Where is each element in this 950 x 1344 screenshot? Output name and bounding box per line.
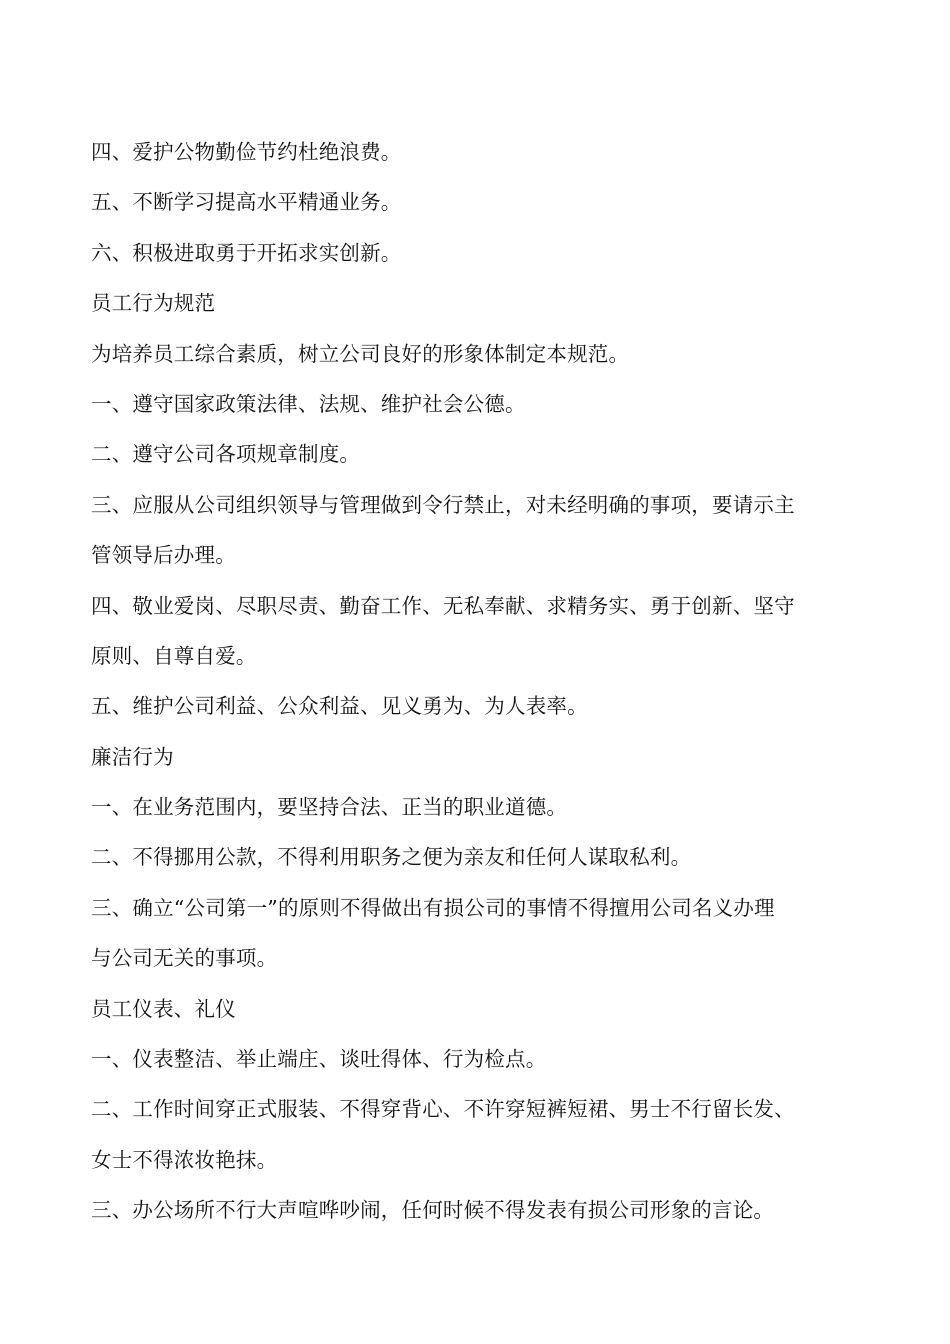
etiquette-item-2-line-1: 二、工作时间穿正式服装、不得穿背心、不许穿短裤短裙、男士不行留长发、 <box>91 1097 795 1122</box>
section-heading-conduct: 员工行为规范 <box>91 291 216 316</box>
integrity-item-1: 一、在业务范围内，要坚持合法、正当的职业道德。 <box>91 795 568 820</box>
item-6-innovation: 六、积极进取勇于开拓求实创新。 <box>91 240 402 265</box>
integrity-item-3-line-1: 三、确立“公司第一”的原则不得做出有损公司的事情不得擅用公司名义办理 <box>91 895 775 920</box>
conduct-item-5: 五、维护公司利益、公众利益、见义勇为、为人表率。 <box>91 694 588 719</box>
etiquette-item-2-line-2: 女士不得浓妆艳抹。 <box>91 1147 278 1172</box>
etiquette-item-1: 一、仪表整洁、举止端庄、谈吐得体、行为检点。 <box>91 1047 547 1072</box>
conduct-item-2: 二、遵守公司各项规章制度。 <box>91 442 361 467</box>
integrity-item-3-line-2: 与公司无关的事项。 <box>91 946 278 971</box>
conduct-item-1: 一、遵守国家政策法律、法规、维护社会公德。 <box>91 391 526 416</box>
section-heading-etiquette: 员工仪表、礼仪 <box>91 996 236 1021</box>
item-4-care-property: 四、爱护公物勤俭节约杜绝浪费。 <box>91 140 402 164</box>
section-heading-integrity: 廉洁行为 <box>91 744 174 769</box>
conduct-item-3-line-2: 管领导后办理。 <box>91 543 236 568</box>
conduct-item-3-line-1: 三、应服从公司组织领导与管理做到令行禁止，对未经明确的事项，要请示主 <box>91 492 795 517</box>
conduct-intro: 为培养员工综合素质，树立公司良好的形象体制定本规范。 <box>91 341 630 366</box>
conduct-item-4-line-2: 原则、自尊自爱。 <box>91 643 257 668</box>
integrity-item-2: 二、不得挪用公款，不得利用职务之便为亲友和任何人谋取私利。 <box>91 845 692 870</box>
document-page <box>91 127 861 1236</box>
item-5-continuous-learning: 五、不断学习提高水平精通业务。 <box>91 190 402 215</box>
conduct-item-4-line-1: 四、敬业爱岗、尽职尽责、勤奋工作、无私奉献、求精务实、勇于创新、坚守 <box>91 593 795 618</box>
etiquette-item-3: 三、办公场所不行大声喧哗吵闹，任何时候不得发表有损公司形象的言论。 <box>91 1198 775 1223</box>
